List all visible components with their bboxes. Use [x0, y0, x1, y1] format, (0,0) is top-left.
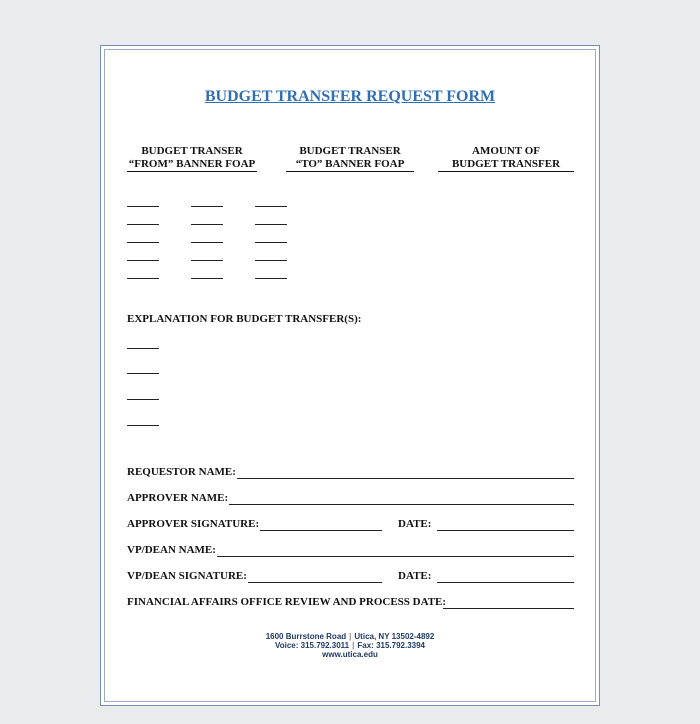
approver-date-label: DATE: — [398, 518, 432, 530]
column-header-to-line1: BUDGET TRANSER — [299, 145, 401, 157]
explanation-line-2[interactable] — [127, 373, 159, 374]
explanation-label: EXPLANATION FOR BUDGET TRANSFER(S): — [127, 313, 362, 325]
footer-fax: Fax: 315.792.3394 — [357, 641, 425, 650]
footer-city: Utica, NY 13502-4892 — [354, 632, 435, 641]
financial-review-label: FINANCIAL AFFAIRS OFFICE REVIEW AND PROCESS DATE: — [127, 596, 447, 608]
blank-amount-3[interactable] — [255, 242, 287, 243]
column-header-amount-line2: BUDGET TRANSFER — [438, 158, 574, 172]
vp-dean-signature-label: VP/DEAN SIGNATURE: — [127, 570, 247, 582]
vp-dean-date-line[interactable] — [437, 582, 574, 583]
column-header-amount — [438, 145, 574, 172]
footer-web-line — [101, 650, 599, 659]
blank-to-2[interactable] — [191, 224, 223, 225]
explanation-line-3[interactable] — [127, 399, 159, 400]
vp-dean-name-label: VP/DEAN NAME: — [127, 544, 216, 556]
column-header-to-line2: “TO” BANNER FOAP — [286, 158, 414, 172]
blank-from-5[interactable] — [127, 278, 159, 279]
blank-from-3[interactable] — [127, 242, 159, 243]
blank-amount-4[interactable] — [255, 260, 287, 261]
blank-amount-5[interactable] — [255, 278, 287, 279]
blank-amount-1[interactable] — [255, 206, 287, 207]
blank-to-1[interactable] — [191, 206, 223, 207]
approver-signature-label: APPROVER SIGNATURE: — [127, 518, 260, 530]
footer-phone-line — [101, 641, 599, 650]
vp-dean-name-line[interactable] — [217, 556, 574, 557]
footer-address-line — [101, 632, 599, 641]
column-header-to — [286, 145, 414, 172]
footer-voice: Voice: 315.792.3011 — [275, 641, 350, 650]
form-page — [100, 45, 600, 706]
footer-separator: | — [349, 632, 352, 641]
requestor-name-line[interactable] — [237, 478, 574, 479]
approver-date-line[interactable] — [437, 530, 574, 531]
blank-to-3[interactable] — [191, 242, 223, 243]
column-header-from-line1: BUDGET TRANSER — [141, 145, 243, 157]
approver-name-label: APPROVER NAME: — [127, 492, 229, 504]
approver-signature-line[interactable] — [260, 530, 382, 531]
blank-to-4[interactable] — [191, 260, 223, 261]
footer-separator: | — [352, 641, 355, 650]
requestor-name-label: REQUESTOR NAME: — [127, 466, 236, 478]
column-header-from — [127, 145, 257, 172]
vp-dean-signature-line[interactable] — [248, 582, 382, 583]
blank-from-1[interactable] — [127, 206, 159, 207]
blank-amount-2[interactable] — [255, 224, 287, 225]
blank-from-4[interactable] — [127, 260, 159, 261]
column-header-from-line2: “FROM” BANNER FOAP — [128, 158, 256, 170]
form-title-text: BUDGET TRANSFER REQUEST FORM — [204, 88, 496, 105]
approver-name-line[interactable] — [229, 504, 574, 505]
blank-to-5[interactable] — [191, 278, 223, 279]
vp-dean-date-label: DATE: — [398, 570, 432, 582]
explanation-line-1[interactable] — [127, 348, 159, 349]
footer-address: 1600 Burrstone Road — [265, 632, 347, 641]
form-title — [101, 88, 599, 106]
blank-from-2[interactable] — [127, 224, 159, 225]
explanation-line-4[interactable] — [127, 425, 159, 426]
column-header-amount-line1: AMOUNT OF — [472, 145, 540, 157]
financial-review-line[interactable] — [443, 608, 574, 609]
footer-web[interactable]: www.utica.edu — [322, 650, 378, 659]
